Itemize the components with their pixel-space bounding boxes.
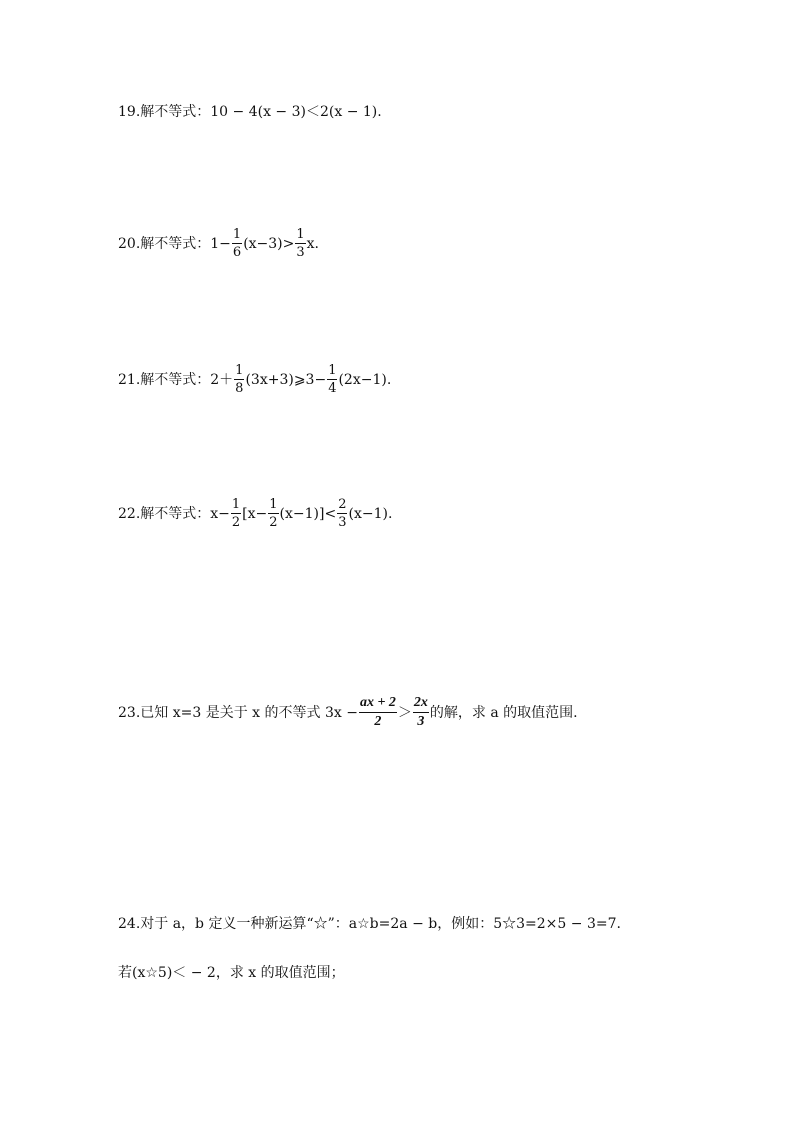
problem-20-text-b: (x−3)> [243,235,295,252]
problem-22-text-b: [x− [242,505,268,522]
problem-20 [118,228,319,259]
fraction-ax-plus-2-over-2 [359,696,397,729]
fraction-one-third [295,228,305,259]
fraction-two-thirds [337,498,347,529]
problem-21-text-a: 21.解不等式：2＋ [118,371,234,388]
fraction-numerator: 1 [269,497,278,512]
fraction-denominator: 2 [231,515,241,530]
problem-23-text-c: 的解，求 a 的取值范围. [429,704,578,721]
fraction-numerator: 1 [231,497,241,512]
fraction-numerator: 2x [413,696,429,713]
problem-22-text-a: 22.解不等式：x− [118,505,230,522]
fraction-one-half [231,498,241,529]
problem-19-text: 19.解不等式：10 − 4(x − 3)＜2(x − 1). [118,104,382,120]
problem-20-text-a: 20.解不等式：1− [118,235,231,252]
fraction-one-sixth [232,228,242,259]
fraction-one-eighth [234,364,244,395]
fraction-denominator: 3 [296,245,305,260]
fraction-numerator: 1 [328,363,337,378]
problem-22 [118,498,392,529]
fraction-numerator: 1 [235,363,244,378]
problem-23-text-b: ＞ [397,704,412,721]
problem-23 [118,696,578,729]
fraction-denominator: 4 [328,381,337,396]
fraction-2x-over-3 [413,696,429,729]
fraction-denominator: 8 [235,381,244,396]
fraction-denominator: 2 [269,515,278,530]
fraction-one-quarter [327,364,337,395]
fraction-denominator: 3 [338,515,347,530]
problem-24-line-2 [118,963,345,983]
fraction-numerator: 2 [338,497,347,512]
problem-22-text-d: (x−1). [348,505,393,522]
fraction-numerator: ax + 2 [359,696,397,713]
fraction-denominator: 3 [417,714,425,729]
fraction-numerator: 1 [232,227,242,242]
problem-23-text-a: 23.已知 x=3 是关于 x 的不等式 3x − [118,704,358,721]
problem-21-text-c: (2x−1). [338,371,392,388]
fraction-numerator: 1 [296,227,305,242]
problem-21 [118,364,391,395]
fraction-denominator: 6 [232,245,242,260]
problem-24-question: 若(x☆5)＜ − 2，求 x 的取值范围； [118,965,345,981]
problem-21-text-b: (3x+3)⩾3− [245,371,327,388]
problem-20-text-c: x. [306,235,320,252]
problem-19 [118,102,382,122]
fraction-one-half [268,498,278,529]
problem-22-text-c: (x−1)]< [279,505,337,522]
problem-24-line-1 [118,914,621,934]
problem-24-definition: 24.对于 a，b 定义一种新运算“☆”：a☆b=2a − b，例如：5☆3=2×5 − 3=7. [118,916,621,932]
fraction-denominator: 2 [374,714,382,729]
